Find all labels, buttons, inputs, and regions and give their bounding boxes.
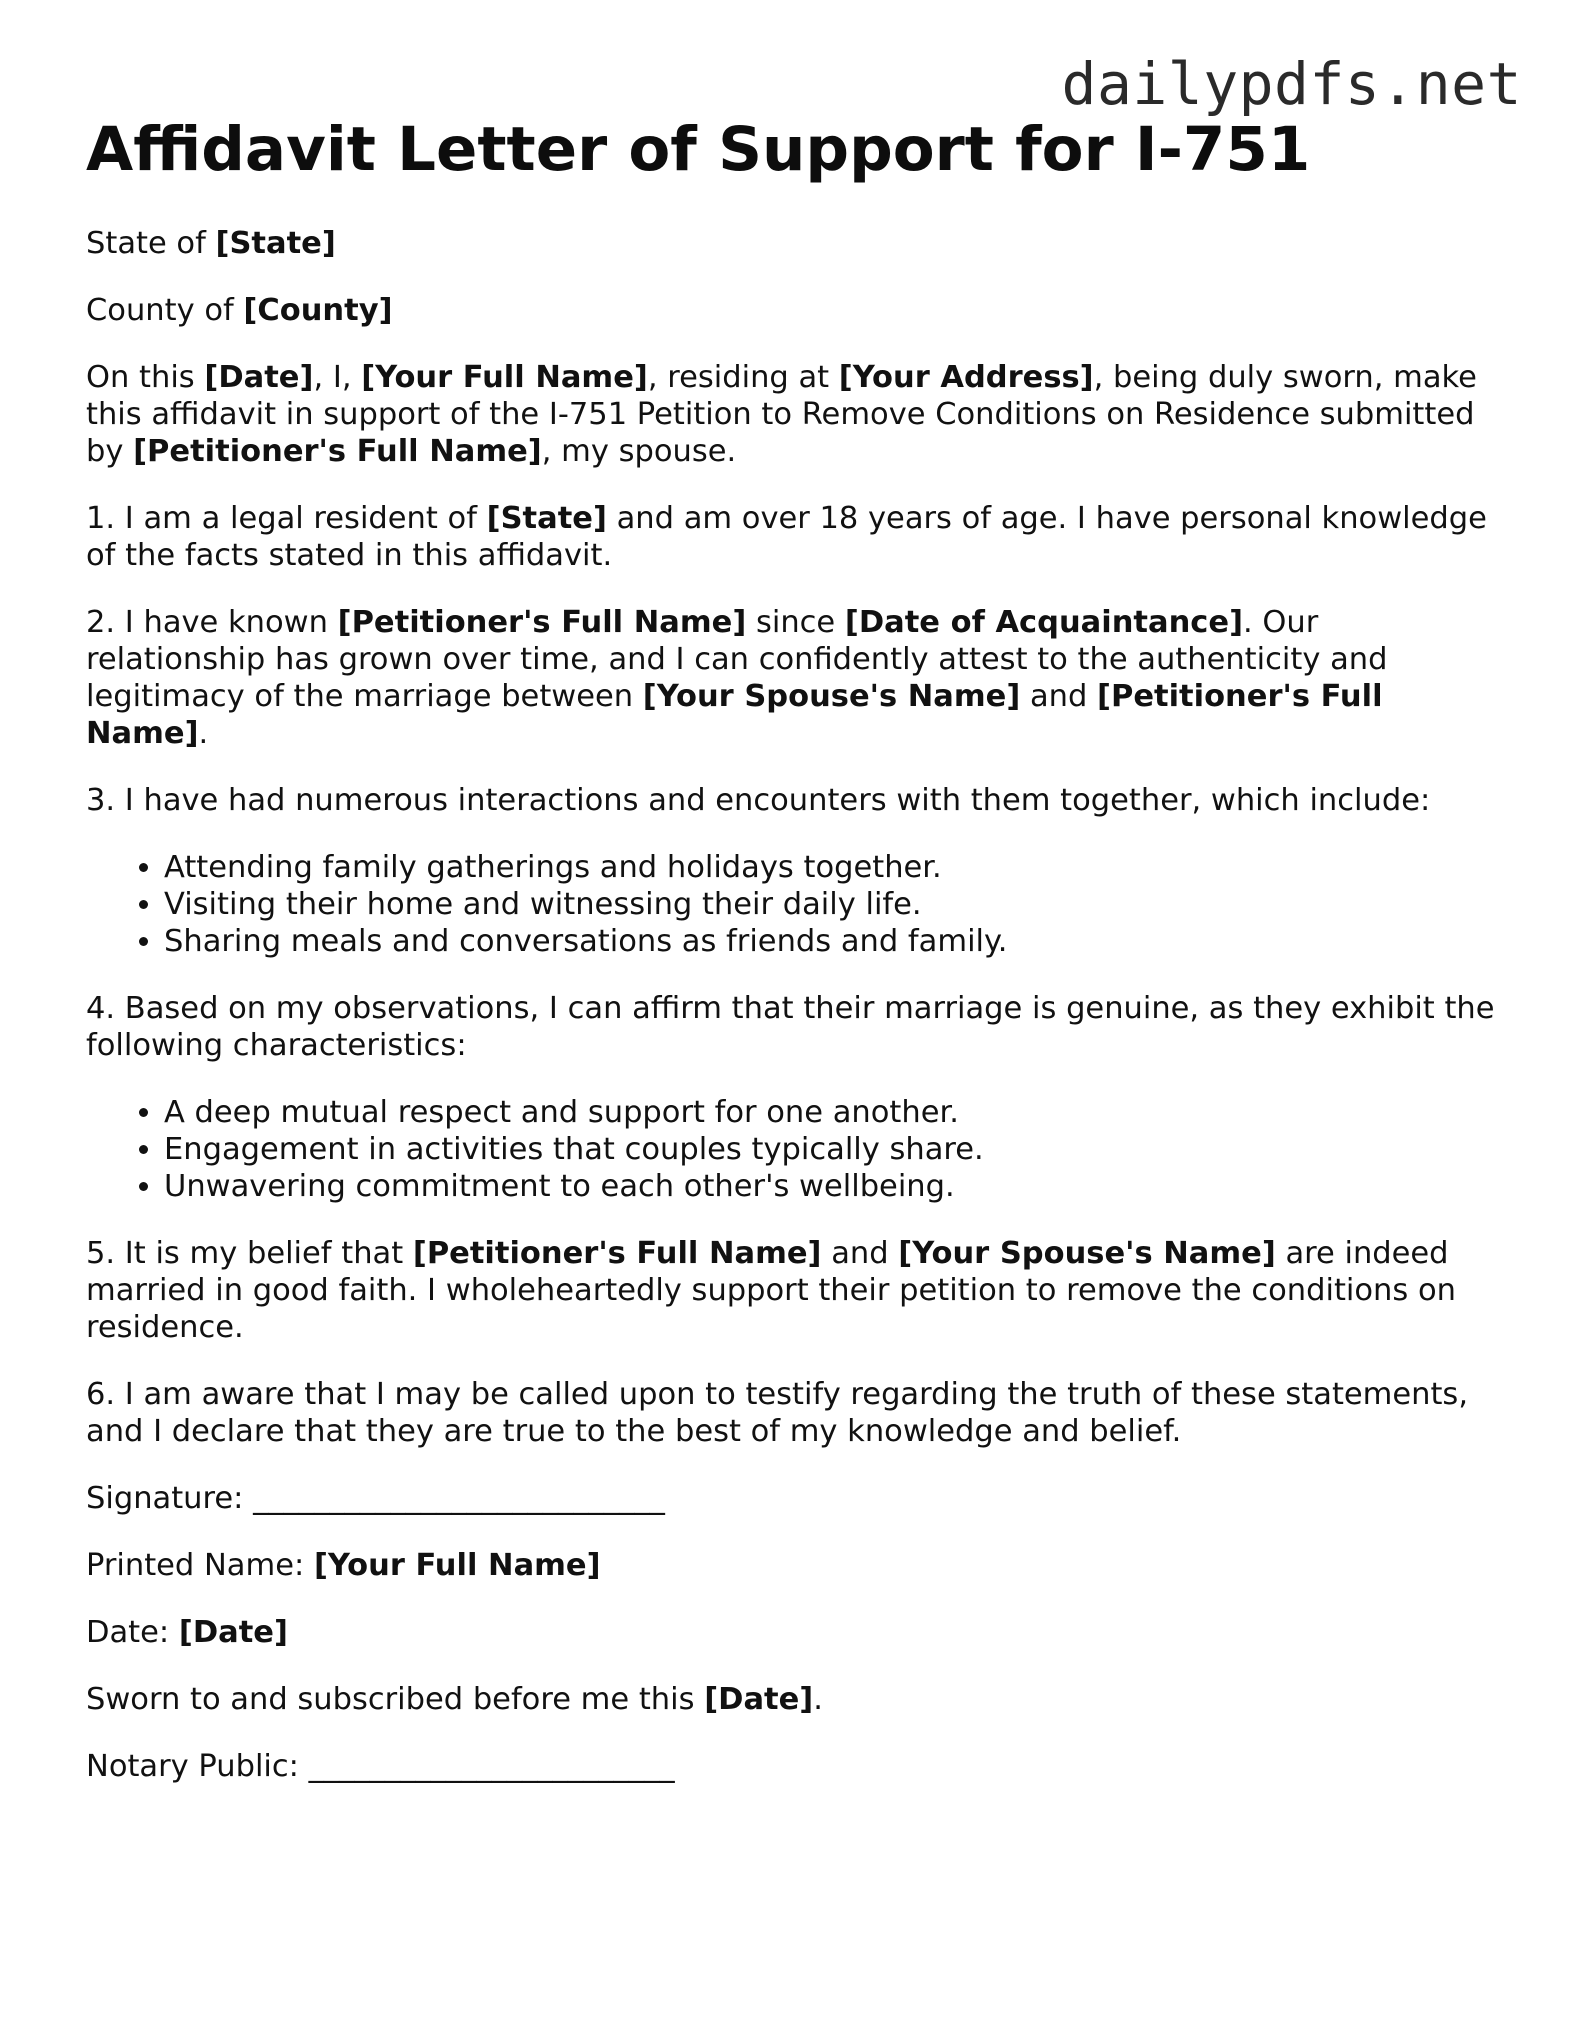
county-label: County of: [86, 293, 244, 328]
item-text: 1. I am a legal resident of: [86, 501, 487, 536]
item-text: 2. I have known: [86, 605, 338, 640]
document-body: [86, 112, 1506, 1815]
watermark: dailypdfs.net: [1061, 50, 1522, 118]
page-title: Affidavit Letter of Support for I-751: [86, 114, 1311, 185]
notary-label: Notary Public:: [86, 1749, 309, 1784]
date-placeholder: [Date]: [204, 360, 314, 395]
date-line: [86, 1614, 1506, 1651]
item-text: . Our relationship has grown over time, and I can confidently attest to the authenticity and legitimacy of the marriage between: [86, 605, 1388, 714]
list-item: • Sharing meals and conversations as friends and family.: [164, 923, 1506, 960]
item-4-list: [86, 1094, 1506, 1205]
item-3: 3. I have had numerous interactions and encounters with them together, which include:: [86, 783, 1431, 818]
county-placeholder: [County]: [243, 293, 393, 328]
petitioner-placeholder: [Petitioner's Full Name]: [133, 434, 542, 469]
signature-line: [86, 1480, 1506, 1517]
name-placeholder: [Your Full Name]: [361, 360, 648, 395]
petitioner-placeholder: [Petitioner's Full Name]: [86, 679, 1383, 751]
sworn-text: .: [813, 1682, 823, 1717]
petitioner-placeholder: [Petitioner's Full Name]: [337, 605, 747, 640]
signature-label: Signature:: [86, 1481, 254, 1516]
item-text: since: [746, 605, 845, 640]
spouse-placeholder: [Your Spouse's Name]: [642, 679, 1021, 714]
item-text: are indeed married in good faith. I wholeheartedly support their petition to remove the conditions on residence.: [86, 1236, 1456, 1345]
item-text: 5. It is my belief that: [86, 1236, 413, 1271]
intro-text: , I,: [313, 360, 362, 395]
list-item: • Engagement in activities that couples typically share.: [164, 1131, 1506, 1168]
state-placeholder: [State]: [486, 501, 607, 536]
sworn-text: Sworn to and subscribed before me this: [86, 1682, 705, 1717]
list-item: • Unwavering commitment to each other's wellbeing.: [164, 1168, 1506, 1205]
petitioner-placeholder: [Petitioner's Full Name]: [412, 1236, 822, 1271]
item-6: 6. I am aware that I may be called upon to testify regarding the truth of these statements, and I declare that they are true to the best of my knowledge and belief.: [86, 1377, 1469, 1449]
intro-text: , my spouse.: [541, 434, 737, 469]
date-placeholder: [Date]: [178, 1615, 288, 1650]
printed-name-label: Printed Name:: [86, 1548, 314, 1583]
item-text: and: [821, 1236, 899, 1271]
item-text: and am over 18 years of age. I have personal knowledge of the facts stated in this affidavit.: [86, 501, 1487, 573]
item-5: [86, 1235, 1506, 1346]
item-4: 4. Based on my observations, I can affirm that their marriage is genuine, as they exhibit the following characteristics:: [86, 991, 1495, 1063]
state-label: State of: [86, 226, 216, 261]
acquaintance-date-placeholder: [Date of Acquaintance]: [844, 605, 1244, 640]
sworn-line: [86, 1681, 1506, 1718]
list-item: • Attending family gatherings and holidays together.: [164, 849, 1506, 886]
state-placeholder: [State]: [215, 226, 336, 261]
name-placeholder: [Your Full Name]: [313, 1548, 601, 1583]
intro-text: On this: [86, 360, 205, 395]
item-text: .: [198, 716, 209, 751]
intro-paragraph: [86, 359, 1506, 470]
item-3-list: [86, 849, 1506, 960]
list-item: • Visiting their home and witnessing their daily life.: [164, 886, 1506, 923]
date-label: Date:: [86, 1615, 179, 1650]
date-placeholder: [Date]: [704, 1682, 814, 1717]
state-line: [86, 225, 1506, 262]
list-item: • A deep mutual respect and support for one another.: [164, 1094, 1506, 1131]
item-2: [86, 604, 1506, 752]
signature-blank: ___________________________: [253, 1481, 665, 1516]
address-placeholder: [Your Address]: [838, 360, 1094, 395]
notary-blank: ________________________: [308, 1749, 675, 1784]
intro-text: , being duly sworn, make this affidavit in support of the I-751 Petition to Remove Conditions on Residence submitted by: [86, 360, 1477, 469]
spouse-placeholder: [Your Spouse's Name]: [898, 1236, 1276, 1271]
notary-line: [86, 1748, 1506, 1785]
printed-name-line: [86, 1547, 1506, 1584]
intro-text: , residing at: [647, 360, 839, 395]
item-1: [86, 500, 1506, 574]
item-text: and: [1020, 679, 1098, 714]
county-line: [86, 292, 1506, 329]
